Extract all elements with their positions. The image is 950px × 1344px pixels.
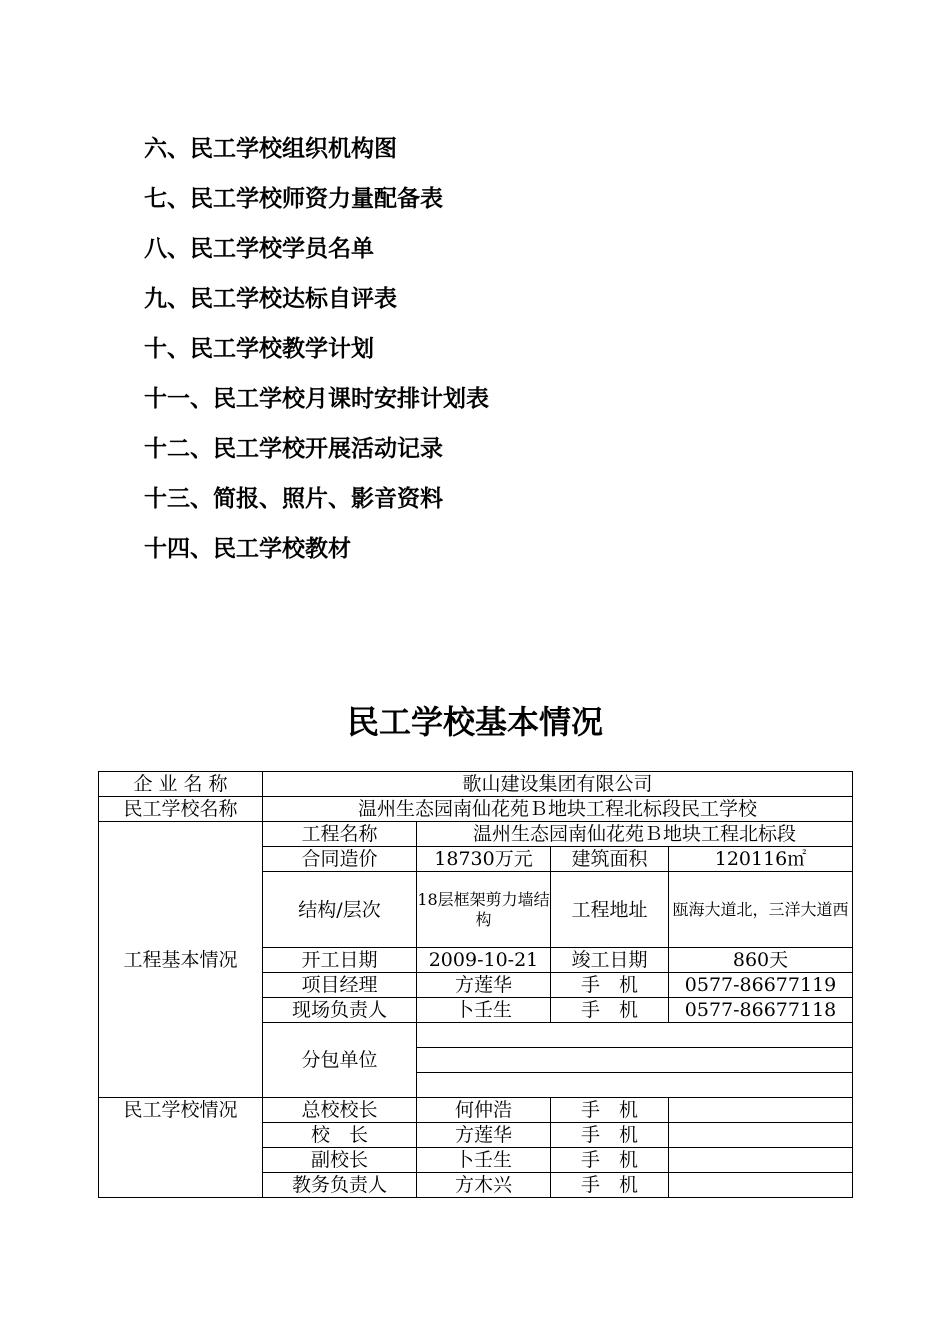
table-row bbox=[99, 1098, 853, 1123]
vice-phone-label: 手 机 bbox=[551, 1148, 669, 1173]
principal-phone-label: 手 机 bbox=[551, 1098, 669, 1123]
table-of-contents bbox=[144, 130, 489, 580]
table-row bbox=[99, 797, 853, 822]
pm-label: 项目经理 bbox=[263, 973, 417, 998]
principal-phone-value bbox=[669, 1098, 853, 1123]
page-title: 民工学校基本情况 bbox=[346, 703, 603, 741]
head-value: 方莲华 bbox=[417, 1123, 551, 1148]
toc-item: 六、民工学校组织机构图 bbox=[144, 136, 397, 162]
address-label: 工程地址 bbox=[551, 872, 669, 948]
toc-item: 七、民工学校师资力量配备表 bbox=[144, 186, 443, 212]
start-date-value: 2009-10-21 bbox=[417, 948, 551, 973]
academic-phone-value bbox=[669, 1173, 853, 1198]
site-lead-value: 卜壬生 bbox=[417, 998, 551, 1023]
head-label: 校 长 bbox=[263, 1123, 417, 1148]
pm-phone-label: 手 机 bbox=[551, 973, 669, 998]
school-section-label: 民工学校情况 bbox=[99, 1098, 263, 1198]
school-name-value: 温州生态园南仙花苑Ｂ地块工程北标段民工学校 bbox=[263, 797, 853, 822]
completion-value: 860天 bbox=[669, 948, 853, 973]
pm-phone-value: 0577-86677119 bbox=[669, 973, 853, 998]
school-info-table bbox=[98, 771, 853, 1198]
contract-price-label: 合同造价 bbox=[263, 847, 417, 872]
head-phone-value bbox=[669, 1123, 853, 1148]
site-lead-phone-label: 手 机 bbox=[551, 998, 669, 1023]
head-phone-label: 手 机 bbox=[551, 1123, 669, 1148]
academic-value: 方木兴 bbox=[417, 1173, 551, 1198]
subcontract-label: 分包单位 bbox=[263, 1023, 417, 1098]
address-value: 瓯海大道北，三洋大道西 bbox=[669, 872, 853, 948]
table-row bbox=[99, 822, 853, 847]
company-label: 企 业 名 称 bbox=[99, 772, 263, 797]
completion-label: 竣工日期 bbox=[551, 948, 669, 973]
project-section-label: 工程基本情况 bbox=[99, 822, 263, 1098]
start-date-label: 开工日期 bbox=[263, 948, 417, 973]
school-name-label: 民工学校名称 bbox=[99, 797, 263, 822]
academic-label: 教务负责人 bbox=[263, 1173, 417, 1198]
toc-item: 十四、民工学校教材 bbox=[144, 536, 351, 562]
toc-item: 九、民工学校达标自评表 bbox=[144, 286, 397, 312]
toc-item: 十、民工学校教学计划 bbox=[144, 336, 374, 362]
vice-label: 副校长 bbox=[263, 1148, 417, 1173]
pm-value: 方莲华 bbox=[417, 973, 551, 998]
toc-item: 十一、民工学校月课时安排计划表 bbox=[144, 386, 489, 412]
structure-label: 结构/层次 bbox=[263, 872, 417, 948]
subcontract-blank bbox=[417, 1023, 853, 1048]
structure-value: 18层框架剪力墙结构 bbox=[417, 872, 551, 948]
vice-phone-value bbox=[669, 1148, 853, 1173]
toc-item: 十三、简报、照片、影音资料 bbox=[144, 486, 443, 512]
subcontract-blank bbox=[417, 1073, 853, 1098]
subcontract-blank bbox=[417, 1048, 853, 1073]
contract-price-value: 18730万元 bbox=[417, 847, 551, 872]
building-area-label: 建筑面积 bbox=[551, 847, 669, 872]
academic-phone-label: 手 机 bbox=[551, 1173, 669, 1198]
project-name-value: 温州生态园南仙花苑Ｂ地块工程北标段 bbox=[417, 822, 853, 847]
table-row bbox=[99, 772, 853, 797]
building-area-value: 120116㎡ bbox=[669, 847, 853, 872]
toc-item: 十二、民工学校开展活动记录 bbox=[144, 436, 443, 462]
site-lead-phone-value: 0577-86677118 bbox=[669, 998, 853, 1023]
principal-label: 总校校长 bbox=[263, 1098, 417, 1123]
site-lead-label: 现场负责人 bbox=[263, 998, 417, 1023]
principal-value: 何仲浩 bbox=[417, 1098, 551, 1123]
company-value: 歌山建设集团有限公司 bbox=[263, 772, 853, 797]
vice-value: 卜壬生 bbox=[417, 1148, 551, 1173]
project-name-label: 工程名称 bbox=[263, 822, 417, 847]
toc-item: 八、民工学校学员名单 bbox=[144, 236, 374, 262]
